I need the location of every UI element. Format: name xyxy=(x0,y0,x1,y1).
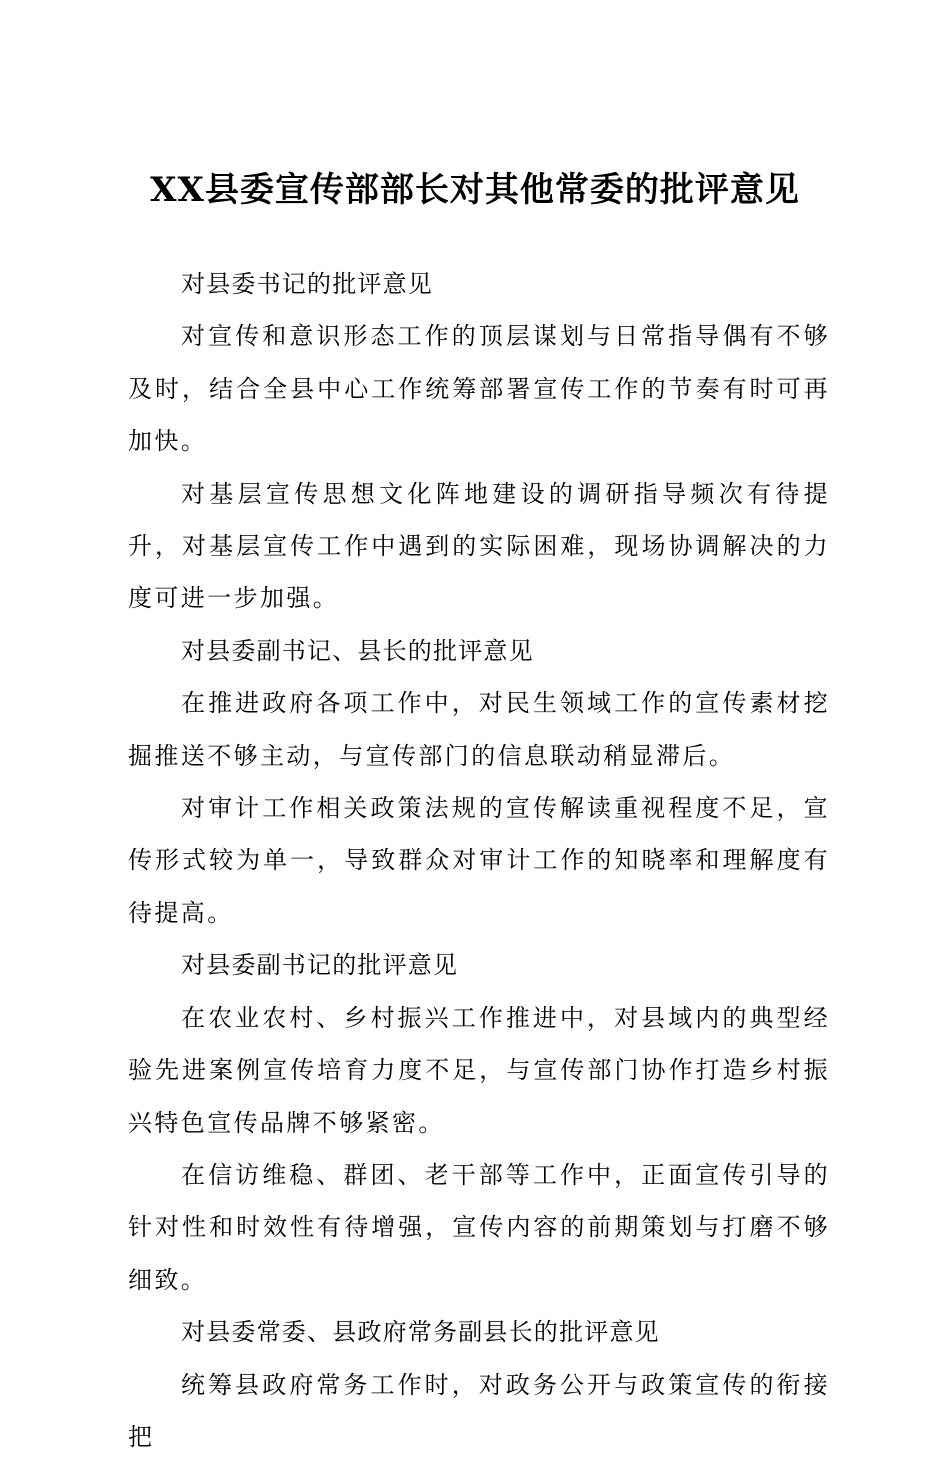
paragraph: 对审计工作相关政策法规的宣传解读重视程度不足，宣传形式较为单一，导致群众对审计工作的知晓率和理解度有待提高。 xyxy=(128,794,830,927)
section-heading: 对县委副书记的批评意见 xyxy=(181,951,459,980)
paragraph: 统筹县政府常务工作时，对政务公开与政策宣传的衔接把 xyxy=(128,1370,830,1451)
paragraph: 对宣传和意识形态工作的顶层谋划与日常指导偶有不够及时，结合全县中心工作统筹部署宣传工作的节奏有时可再加快。 xyxy=(128,322,830,456)
section-heading: 对县委书记的批评意见 xyxy=(181,270,433,298)
section-heading: 对县委副书记、县长的批评意见 xyxy=(181,636,534,665)
paragraph: 对基层宣传思想文化阵地建设的调研指导频次有待提升，对基层宣传工作中遇到的实际困难，现场协调解决的力度可进一步加强。 xyxy=(128,479,830,613)
paragraph: 在推进政府各项工作中，对民生领域工作的宣传素材挖掘推送不够主动，与宣传部门的信息联动稍显滞后。 xyxy=(128,689,830,770)
paragraph: 在农业农村、乡村振兴工作推进中，对县域内的典型经验先进案例宣传培育力度不足，与宣传部门协作打造乡村振兴特色宣传品牌不够紧密。 xyxy=(128,1003,830,1137)
paragraph: 在信访维稳、群团、老干部等工作中，正面宣传引导的针对性和时效性有待增强，宣传内容的前期策划与打磨不够细致。 xyxy=(128,1160,830,1294)
document-title: XX县委宣传部部长对其他常委的批评意见 xyxy=(150,170,800,210)
section-heading: 对县委常委、县政府常务副县长的批评意见 xyxy=(181,1318,660,1347)
document-body xyxy=(128,258,830,1463)
